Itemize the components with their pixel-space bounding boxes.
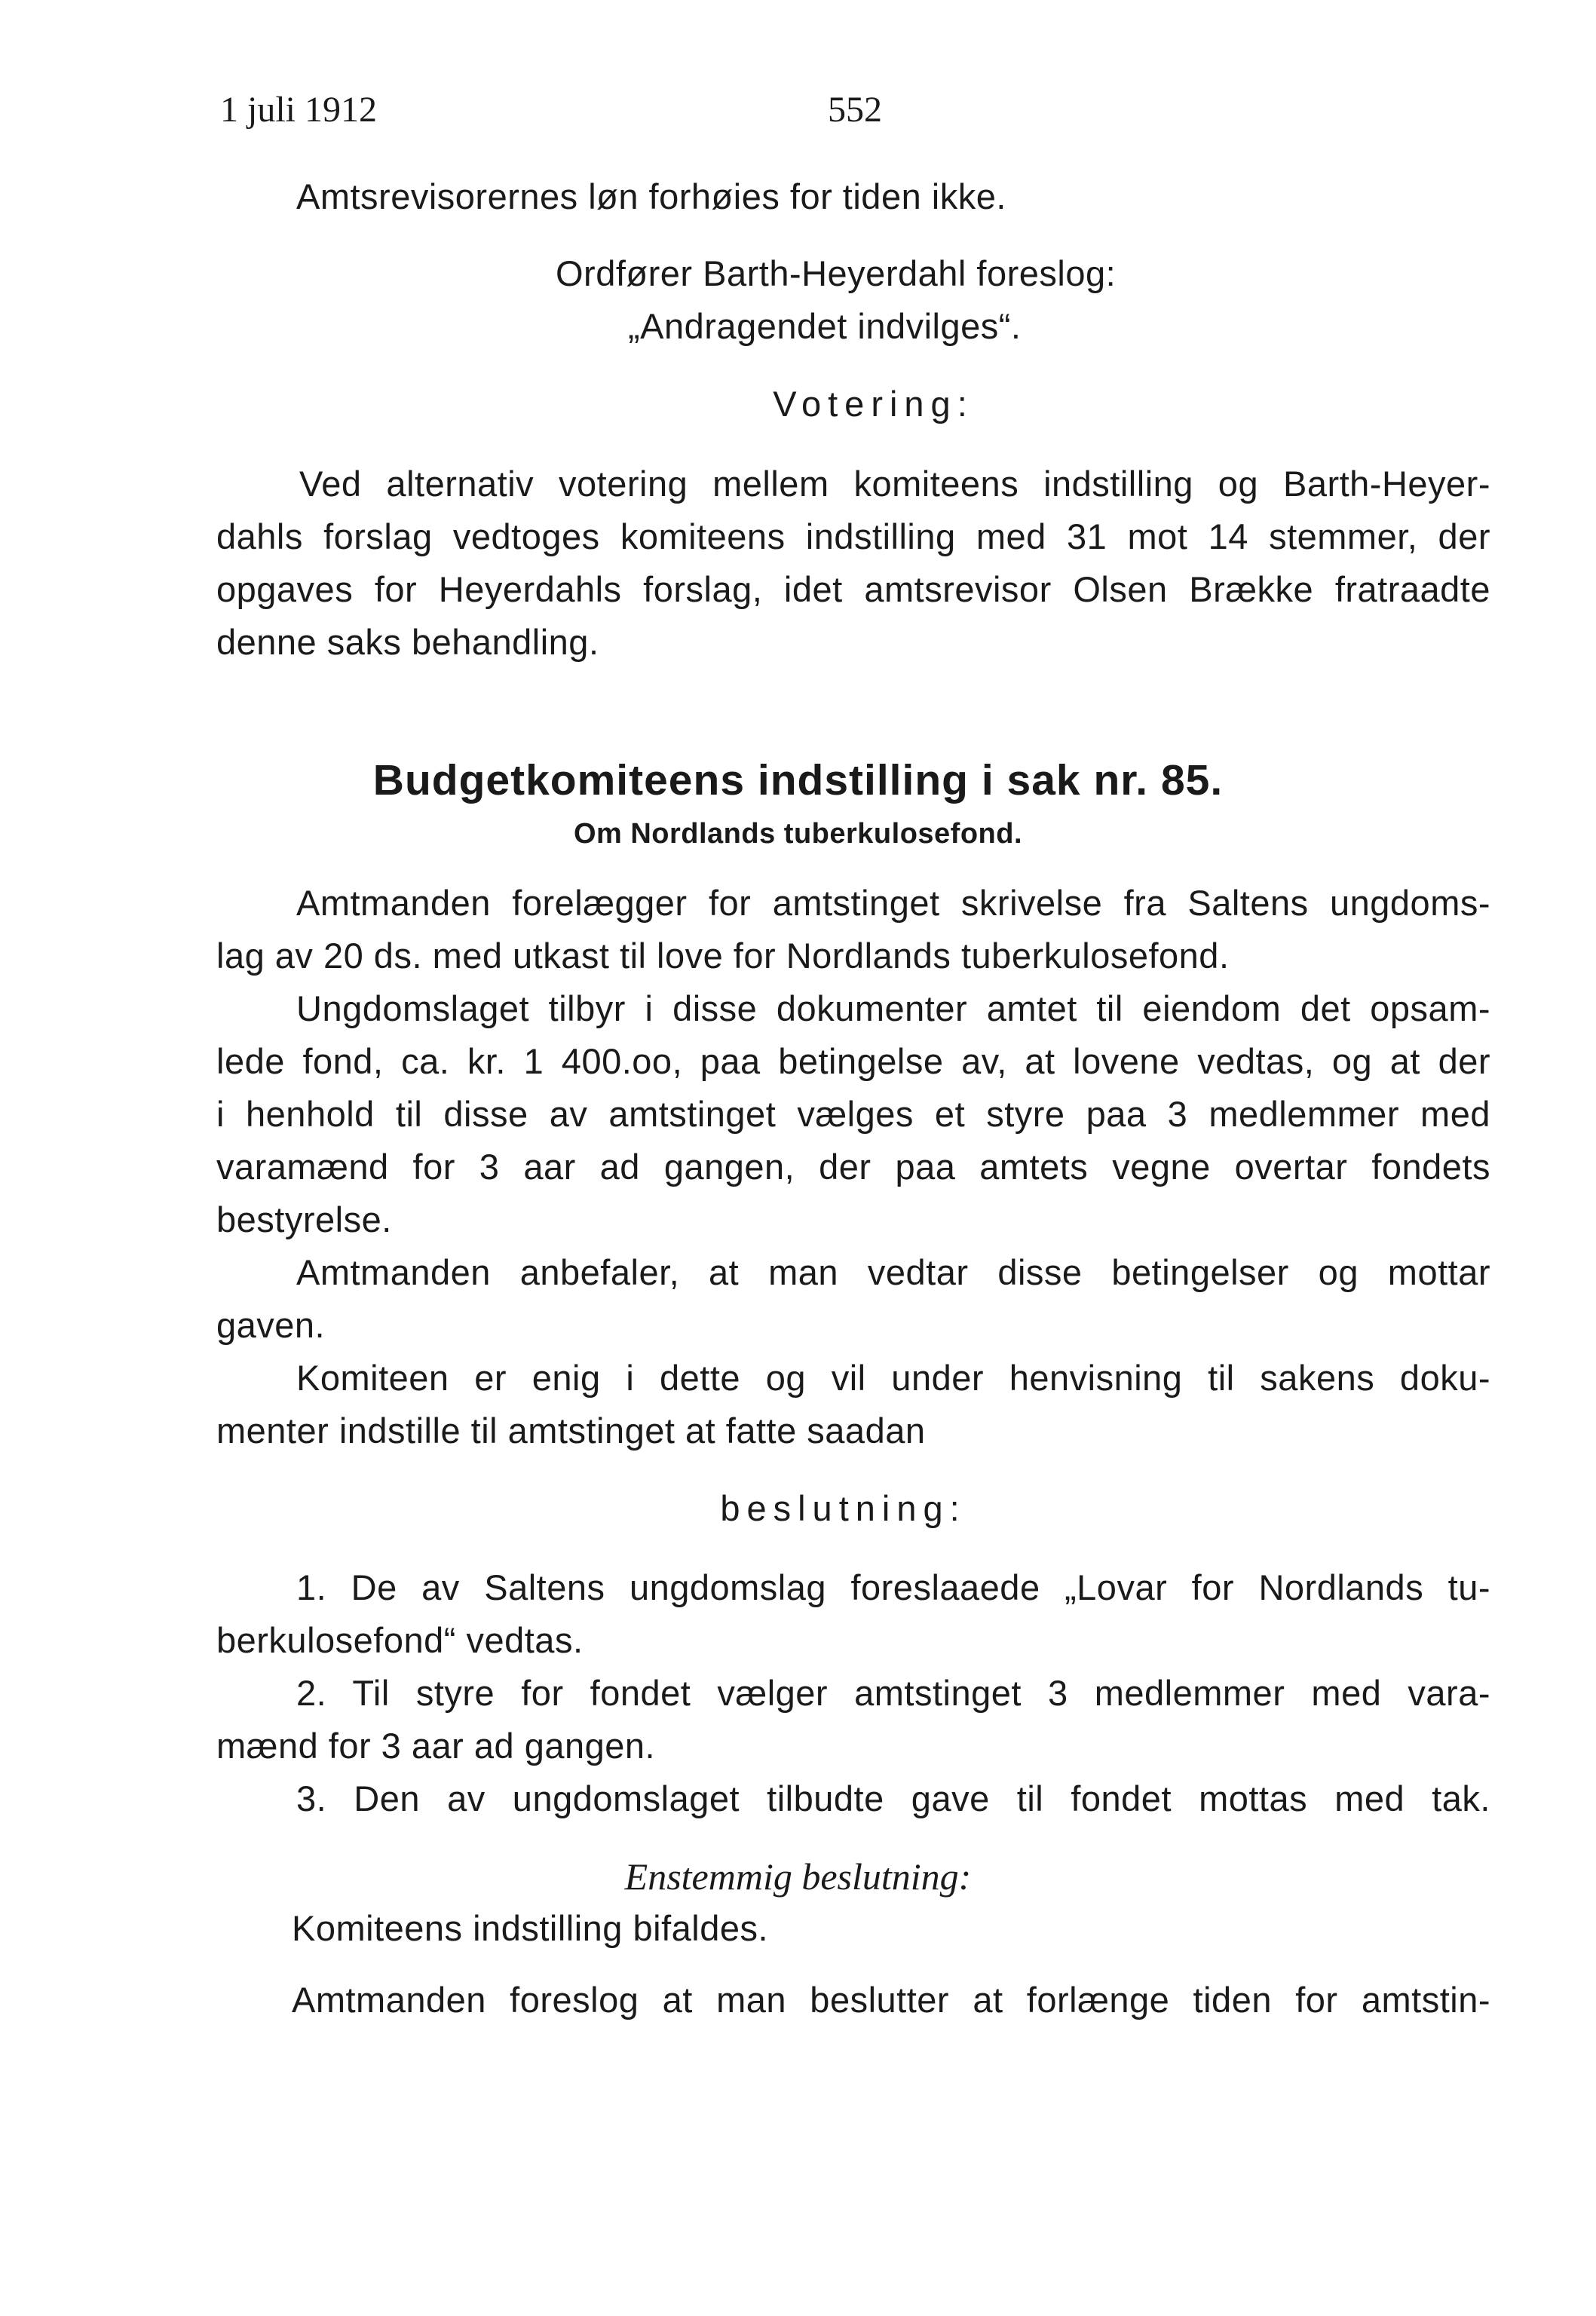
enstemmig-heading: Enstemmig beslutning: (624, 1855, 972, 1898)
paragraph-line: opgaves for Heyerdahls forslag, idet amtsrevisor Olsen Brække fratraadte (216, 569, 1490, 609)
section-title: Budgetkomiteens indstilling i sak nr. 85. (372, 756, 1224, 804)
paragraph-line: Komiteen er enig i dette og vil under henvisning til sakens doku- (296, 1358, 1490, 1398)
paragraph-line: Komiteens indstilling bifaldes. (292, 1908, 769, 1948)
paragraph-line: Amtmanden anbefaler, at man vedtar disse betingelser og mottar (296, 1252, 1490, 1292)
list-item: 3. Den av ungdomslaget tilbudte gave til fondet mottas med tak. (296, 1778, 1490, 1818)
paragraph-line: dahls forslag vedtoges komiteens indstilling med 31 mot 14 stemmer, der (216, 516, 1490, 556)
list-item-continuation: mænd for 3 aar ad gangen. (216, 1726, 656, 1766)
list-item: 1. De av Saltens ungdomslag foreslaaede „Lovar for Nordlands tu- (296, 1567, 1490, 1607)
proposal-intro: Ordfører Barth-Heyerdahl foreslog: (556, 253, 1117, 293)
section-subtitle: Om Nordlands tuberkulosefond. (573, 818, 1023, 850)
paragraph-line: lede fond, ca. kr. 1 400.oo, paa betingelse av, at lovene vedtas, og at der (216, 1041, 1490, 1081)
paragraph-line: lag av 20 ds. med utkast til love for Nordlands tuberkulosefond. (216, 936, 1230, 976)
list-item-continuation: berkulosefond“ vedtas. (216, 1620, 584, 1660)
page-number: 552 (828, 90, 882, 130)
paragraph-line: i henhold til disse av amtstinget vælges et styre paa 3 medlemmer med (216, 1094, 1490, 1134)
paragraph-line: Amtmanden forelægger for amtstinget skrivelse fra Saltens ungdoms- (296, 883, 1490, 923)
paragraph-line: Amtmanden foreslog at man beslutter at forlænge tiden for amtstin- (292, 1980, 1490, 2020)
votering-heading: Votering: (773, 384, 974, 424)
paragraph-line: Amtsrevisorernes løn forhøies for tiden ikke. (296, 176, 1006, 216)
paragraph-line: gaven. (216, 1305, 326, 1345)
paragraph-line: bestyrelse. (216, 1199, 392, 1239)
paragraph-line: varamænd for 3 aar ad gangen, der paa amtets vegne overtar fondets (216, 1147, 1490, 1187)
paragraph-line: Ved alternativ votering mellem komiteens indstilling og Barth-Heyer- (299, 464, 1490, 504)
list-item: 2. Til styre for fondet vælger amtstinget 3 medlemmer med vara- (296, 1673, 1490, 1713)
paragraph-line: Ungdomslaget tilbyr i disse dokumenter amtet til eiendom det opsam- (296, 988, 1490, 1028)
proposal-text: „Andragendet indvilges“. (628, 306, 1022, 346)
paragraph-line: denne saks behandling. (216, 622, 599, 662)
page-header-date: 1 juli 1912 (220, 90, 378, 130)
beslutning-heading: beslutning: (720, 1488, 966, 1528)
paragraph-line: menter indstille til amtstinget at fatte saadan (216, 1411, 926, 1451)
